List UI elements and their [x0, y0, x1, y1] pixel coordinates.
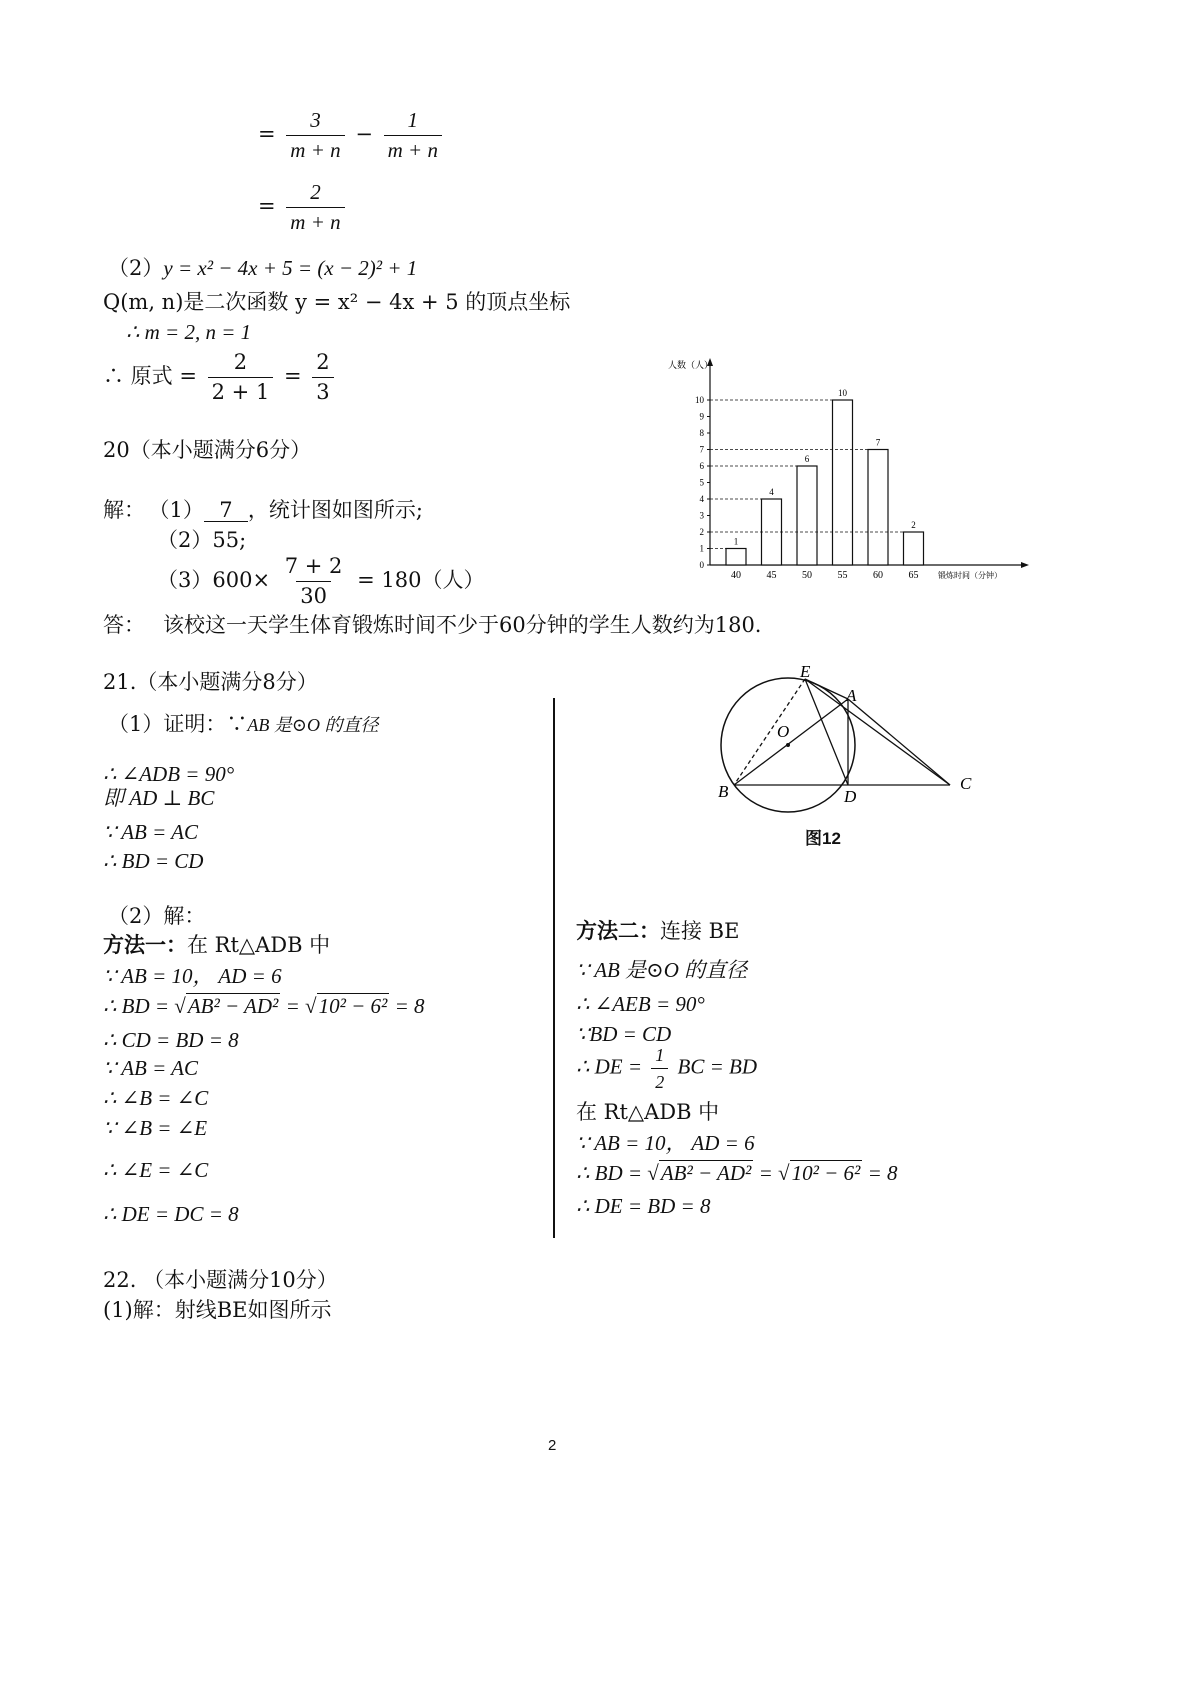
bar	[904, 532, 924, 565]
q19-mn-values: ∴ m = 2, n = 1	[126, 320, 252, 344]
y-tick-label: 4	[699, 494, 704, 504]
y-tick-label: 3	[699, 510, 704, 521]
label-E: E	[800, 662, 811, 681]
bar-value-label: 7	[875, 437, 881, 448]
q20-answer: 答： 该校这一天学生体育锻炼时间不少于60分钟的学生人数约为180.	[103, 613, 762, 637]
y-tick-label: 0	[699, 560, 704, 570]
y-tick-label: 8	[699, 428, 704, 438]
m2-l8: ∴ DE = BD = 8	[576, 1194, 711, 1218]
y-tick-label: 9	[699, 411, 704, 422]
q21-l4: ∴ BD = CD	[103, 849, 204, 873]
bar	[726, 549, 746, 566]
y-tick-label: 2	[699, 527, 704, 537]
x-tick-label: 65	[908, 570, 919, 581]
circle-geometry-figure	[700, 655, 1000, 815]
x-tick-label: 40	[731, 570, 741, 581]
x-tick-label: 55	[837, 570, 848, 581]
label-D: D	[844, 787, 857, 806]
q21-part2-label: （2）解：	[108, 904, 206, 928]
x-axis-label: 锻炼时间（分钟）	[938, 571, 1002, 580]
q20-part3: （3）600× $\frac{7 + 2}{30}$ = 180（人）	[157, 554, 485, 608]
m2-l5: 在 Rt△ADB 中	[576, 1100, 720, 1124]
figure-caption: 图12	[805, 829, 841, 848]
m2-l3: ∵BD = CD	[576, 1022, 672, 1046]
q20-part2: （2）55;	[157, 528, 247, 552]
x-tick-label: 45	[766, 570, 777, 581]
m2-l2: ∴ ∠AEB = 90°	[576, 992, 705, 1016]
expr-line-2: = $\frac{2}{m + n}$	[258, 182, 349, 233]
m2-l1: ∵ AB 是⊙O 的直径	[576, 958, 748, 982]
y-tick-label: 6	[699, 461, 704, 471]
y-axis-label: 人数（人）	[668, 360, 714, 370]
x-axis-arrow	[1021, 562, 1029, 568]
q22-part1: (1)解：射线BE如图所示	[103, 1298, 332, 1322]
q19-result: ∴ 原式 = $\frac{2}{2 + 1}$ = $\frac{2}{3}$	[103, 352, 338, 403]
x-tick-label: 50	[802, 570, 812, 581]
page-number: 2	[548, 1437, 557, 1454]
x-tick-label: 60	[873, 570, 883, 581]
m1-l2: ∵ AB = AC	[103, 1056, 199, 1080]
m2-bd: ∴ BD = √AB² − AD² = √10² − 6² = 8	[576, 1161, 898, 1185]
m1-given: ∵ AB = 10， AD = 6	[103, 964, 282, 988]
q21-heading: 21.（本小题满分8分）	[103, 670, 318, 694]
q21-part1-proof: （1）证明：∵AB 是⊙O 的直径	[108, 712, 379, 736]
m1-l1: ∴ CD = BD = 8	[103, 1028, 239, 1052]
m1-bd: ∴ BD = √AB² − AD² = √10² − 6² = 8	[103, 994, 425, 1018]
q19-part2-eq: （2）y = x² − 4x + 5 = (x − 2)² + 1	[108, 256, 418, 280]
method2-heading: 方法二：连接 BE	[576, 918, 740, 943]
bar-value-label: 6	[804, 454, 810, 464]
m1-l5: ∴ ∠E = ∠C	[103, 1158, 209, 1182]
y-tick-label: 1	[699, 543, 704, 554]
column-divider	[553, 698, 555, 1238]
label-C: C	[960, 774, 972, 793]
label-O: O	[777, 722, 790, 741]
method1-heading: 方法一：在 Rt△ADB 中	[103, 932, 331, 957]
bar-value-label: 4	[769, 487, 774, 497]
q21-l2: 即 AD ⊥ BC	[103, 786, 215, 810]
label-A: A	[846, 686, 857, 705]
m1-l6: ∴ DE = DC = 8	[103, 1202, 239, 1226]
q21-l3: ∵ AB = AC	[103, 820, 199, 844]
y-tick-label: 7	[699, 444, 704, 455]
m2-l6: ∵ AB = 10， AD = 6	[576, 1131, 755, 1155]
bar	[868, 450, 888, 566]
q22-heading: 22. （本小题满分10分）	[103, 1268, 338, 1292]
bar-value-label: 1	[733, 536, 739, 547]
expr-line-1: = $\frac{3}{m + n}$ − $\frac{1}{m + n}$	[258, 110, 446, 161]
q20-part1: 解： （1） 7 ，统计图如图所示;	[103, 498, 423, 522]
q20-heading: 20（本小题满分6分）	[103, 438, 312, 462]
y-tick-label: 5	[699, 477, 704, 488]
bar	[833, 400, 853, 565]
q21-l1: ∴ ∠ADB = 90°	[103, 762, 235, 786]
exercise-time-histogram	[660, 350, 1050, 590]
y-tick-label: 10	[695, 395, 704, 405]
q19-vertex-line: Q(m, n)是二次函数 y = x² − 4x + 5 的顶点坐标	[103, 290, 571, 314]
bar	[797, 466, 817, 565]
bar-value-label: 10	[838, 388, 847, 398]
m1-l3: ∴ ∠B = ∠C	[103, 1086, 209, 1110]
label-B: B	[718, 782, 729, 801]
bar-value-label: 2	[911, 520, 916, 530]
m2-l4: ∴ DE = $\frac{1}{2}$ BC = BD	[576, 1045, 758, 1092]
m1-l4: ∵ ∠B = ∠E	[103, 1116, 208, 1140]
